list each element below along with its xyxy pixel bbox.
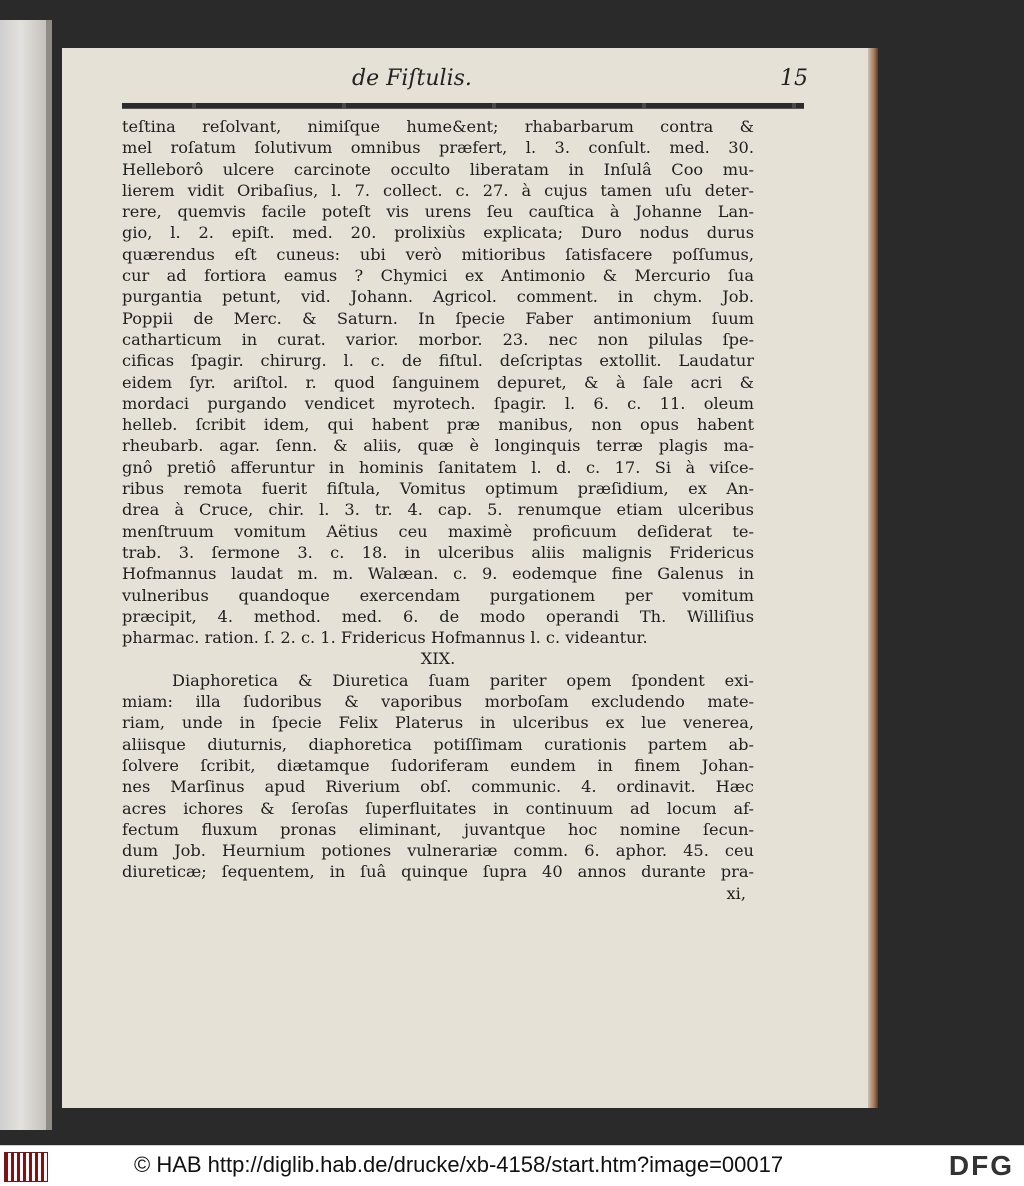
book-page (62, 48, 874, 1108)
text-line: ribus remota fuerit fiſtula, Vomitus optimum præſidium, ex An- (122, 479, 754, 499)
text-line: riam, unde in ſpecie Felix Platerus in ulceribus ex lue venerea, (122, 713, 754, 733)
text-line: rere, quemvis facile poteſt vis urens ſeu cauſtica à Johanne Lan- (122, 202, 754, 222)
footer-bar (0, 1145, 1024, 1186)
adjacent-page-edge (0, 20, 52, 1130)
page-number: 15 (780, 66, 808, 91)
text-line: eidem ſyr. ariſtol. r. quod ſanguinem depuret, & à ſale acri & (122, 372, 754, 392)
catchword: xi, (726, 883, 746, 903)
text-line: pharmac. ration. ſ. 2. c. 1. Fridericus Hofmannus l. c. videantur. (122, 628, 648, 648)
text-line: fectum fluxum pronas eliminant, juvantque hoc nomine ſecun- (122, 819, 754, 839)
text-line: gnô pretiô afferuntur in hominis ſanitatem l. d. c. 17. Si à viſce- (122, 457, 754, 477)
page-header (122, 60, 814, 100)
page-fore-edge (868, 48, 878, 1108)
text-line: lierem vidit Oribaſius, l. 7. collect. c. 27. à cujus tamen uſu deter- (122, 180, 754, 200)
running-title: de Fiſtulis. (352, 66, 472, 91)
text-line: catharticum in curat. varior. morbor. 23. nec non pilulas ſpe- (122, 329, 754, 349)
text-line: dum Job. Heurnium potiones vulnerariæ comm. 6. aphor. 45. ceu (122, 841, 754, 861)
text-line: vulneribus quandoque exercendam purgationem per vomitum (122, 585, 754, 605)
text-line: nes Marſinus apud Riverium obſ. communic. 4. ordinavit. Hæc (122, 777, 754, 797)
text-line: trab. 3. ſermone 3. c. 18. in ulceribus aliis malignis Fridericus (122, 542, 754, 562)
header-rule (122, 103, 804, 109)
text-line: menſtruum vomitum Aëtius ceu maximè proficuum deſiderat te- (122, 521, 754, 541)
text-line: rheubarb. agar. ſenn. & aliis, quæ è longinquis terræ plagis ma- (122, 436, 754, 456)
section-number: XIX. (420, 649, 456, 669)
body-text (122, 116, 754, 904)
text-line: quærendus eſt cuneus: ubi verò mitioribus ſatisfacere poſſumus, (122, 244, 754, 264)
text-line: præcipit, 4. method. med. 6. de modo operandi Th. Williſius (122, 606, 754, 626)
text-line: Diaphoretica & Diuretica ſuam pariter opem ſpondent exi- (172, 670, 754, 690)
text-line: acres ichores & ſeroſas ſuperfluitates in continuum ad locum af- (122, 798, 754, 818)
text-line: aliisque diuturnis, diaphoretica potiſſimam curationis partem ab- (122, 734, 754, 754)
text-line: cur ad fortiora eamus ? Chymici ex Antimonio & Mercurio ſua (122, 266, 754, 286)
text-line: mel roſatum ſolutivum omnibus præfert, l. 3. conſult. med. 30. (122, 138, 754, 158)
text-line: Poppii de Merc. & Saturn. In ſpecie Faber antimonium ſuum (122, 308, 754, 328)
text-line: ſolvere ſcribit, diætamque ſudoriferam eundem in finem Johan- (122, 755, 754, 775)
text-line: helleb. ſcribit idem, qui habent præ manibus, non opus habent (122, 415, 754, 435)
text-line: diureticæ; ſequentem, in ſuâ quinque ſupra 40 annos durante pra- (122, 862, 754, 882)
text-line: teſtina reſolvant, nimiſque hume&ent; rhabarbarum contra & (122, 117, 754, 136)
dfg-logo: DFG (948, 1150, 1014, 1181)
text-line: cificas ſpagir. chirurg. l. c. de fiſtul. deſcriptas extollit. Laudatur (122, 351, 754, 371)
text-line: miam: illa ſudoribus & vaporibus morboſam excludendo mate- (122, 692, 754, 712)
text-line: gio, l. 2. epiſt. med. 20. prolixiùs explicata; Duro nodus durus (122, 223, 754, 243)
text-line: mordaci purgando vendicet myrotech. ſpagir. l. 6. c. 11. oleum (122, 393, 754, 413)
hab-logo-icon (4, 1152, 48, 1182)
text-line: Helleborô ulcere carcinote occulto liberatam in Inſulâ Coo mu- (122, 159, 754, 179)
text-line: Hofmannus laudat m. m. Walæan. c. 9. eodemque fine Galenus in (122, 564, 754, 584)
footer-credit-link[interactable]: © HAB http://diglib.hab.de/drucke/xb-4158/start.htm?image=00017 (134, 1152, 784, 1177)
text-line: purgantia petunt, vid. Johann. Agricol. comment. in chym. Job. (122, 287, 754, 307)
text-line: drea à Cruce, chir. l. 3. tr. 4. cap. 5. renumque etiam ulceribus (122, 500, 754, 520)
